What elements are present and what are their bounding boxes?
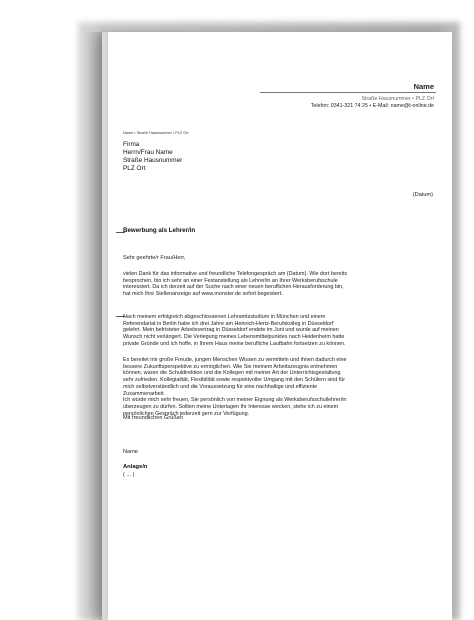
paragraph-experience (123, 314, 433, 348)
attachments-value: ( ... ) (123, 472, 135, 478)
letter-page (102, 32, 452, 620)
letter-date: (Datum) (412, 192, 433, 198)
sender-divider (260, 92, 436, 93)
signature-name: Name (123, 449, 138, 455)
recipient-street: Straße Hausnummer (123, 157, 183, 165)
paragraph-line: sehr zufrieden. Kollegialität, Flexibilität sowie respektvoller Umgang mit den Schülern sind für (123, 377, 346, 384)
recipient-person: Herrn/Frau Name (123, 149, 173, 157)
paragraph-motivation (123, 357, 433, 417)
closing-phrase: Mit freundlichen Grüßen (123, 415, 184, 421)
paragraph-intro (123, 271, 433, 298)
paragraph-line: überzeugen zu dürfen. Sollten meine Unterlagen Ihr Interesse wecken, stehe ich zu einem (123, 403, 339, 410)
paragraph-line: private Gründe und ich hoffe, in Ihrem Haus meine berufliche Laufbahn fortsetzen zu können. (123, 340, 346, 347)
paragraph-line: Es bereitet mir große Freude, jungen Menschen Wissen zu vermitteln und ihnen dadurch eine (123, 357, 347, 363)
paragraph-line: mich selbstverständlich und die Voraussetzung für eine nachhaltige und effiziente (123, 383, 318, 390)
sender-name: Name (413, 82, 434, 91)
paragraph-line: Referendariat in Berlin habe ich drei Jahre am Heinrich-Hertz-Berufskolleg in Düsseldorf (123, 320, 334, 327)
attachments-label: Anlage/n (123, 464, 148, 470)
paragraph-line: können, waren die Schuldirektion und die Kollegen mit meiner Art der Unterrichtsgestaltung (123, 370, 341, 377)
sender-contact: Telefon: 0341-321 74 25 • E-Mail: name@t-online.de (310, 103, 434, 109)
recipient-block (123, 141, 182, 173)
paragraph-line: hat mich Ihre Stellenanzeige auf www.monster.de sofort begeistert. (123, 291, 283, 298)
salutation: Sehr geehrte/r Frau/Herr, (123, 255, 186, 261)
paragraph-line: interessiert. Da ich derzeit auf der Suche nach einer neuen beruflichen Herausforderung bin, (123, 284, 344, 291)
paragraph-line: Zusammenarbeit. (123, 390, 165, 397)
paragraph-line: vielen Dank für das informative und freundliche Telefongespräch am (Datum). Wie dort bereits (123, 271, 348, 277)
sender-address: Straße Hausnummer • PLZ Ort (361, 96, 434, 102)
paragraph-line: besprochen, bin ich sehr an einer Festanstellung als Lehrer/in an Ihrer Werksberufsschule (123, 277, 338, 284)
letter-subject: Bewerbung als Lehrer/in (123, 227, 196, 234)
paragraph-line: gelehrt. Mein befristeter Arbeitsvertrag in Düsseldorf endete im Juni und wurde auf meinen (123, 327, 339, 334)
paragraph-line: Nach meinem erfolgreich abgeschlossenen Lehramtsstudium in München und einem (123, 314, 326, 320)
paragraph-line: persönlichen Gespräch jederzeit gern zur Verfügung. (123, 410, 250, 417)
paragraph-line: Ich würde mich sehr freuen, Sie persönlich von meiner Eignung als Werksberufsschullehrer/in (123, 397, 347, 404)
paragraph-line: bessere Zukunftsperspektive zu ermöglichen. Wie Sie meinem Arbeitszeugnis entnehmen (123, 363, 338, 370)
paragraph-line: Wunsch nicht verlängert. Die Verlegung meines Lebensmittelpunktes nach Heidenheim hatte (123, 334, 345, 341)
recipient-company: Firma (123, 141, 140, 148)
return-address-line: Name • Straße Hausnummer • PLZ Ort (123, 131, 189, 135)
recipient-city: PLZ Ort (123, 165, 146, 173)
